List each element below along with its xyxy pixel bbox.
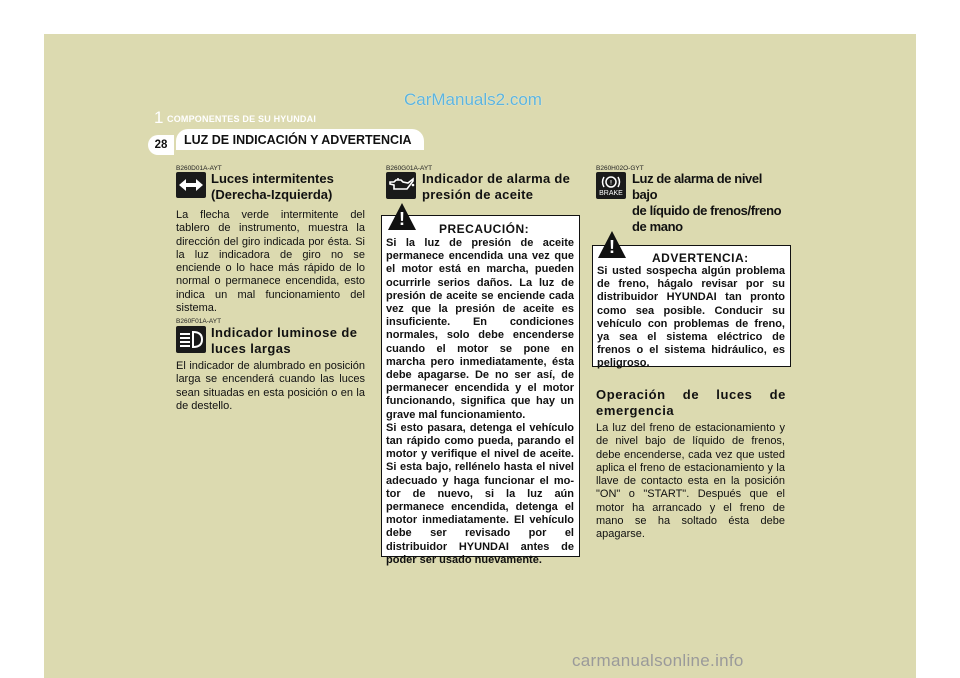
section-tab [176,129,424,150]
brake-warning-icon [596,172,626,199]
turn-signal-body: La flecha verde intermitente del tablero de instrumento, muestra la dirección del giro indicada por ésta. Si la luz indicadora de giro no se enciende o lo hace más rápido de lo normal o permanece encendida, esto indica un mal funcionamiento del sistema. [176,209,365,315]
high-beam-heading-line1: Indicador luminose de [211,325,358,340]
high-beam-body: El indicador de alumbrado en posición larga se encenderá cuando las luces sean situadas en esta posición o en la de destello. [176,360,365,412]
chapter-number: 1 [154,108,164,127]
warning-body: Si usted sospecha algún problema de freno, hágalo revisar por su distribuidor HYUNDAI tan pronto como sea posible. Conducir su vehículo con problemas de freno, ya sea el sistema eléctrico de frenos o el sistema hidráulico, es peligroso. [597,265,785,370]
turn-signal-code: B260D01A-AYT [176,165,222,172]
footer-watermark[interactable]: carmanualsonline.info [572,651,744,670]
watermark-top[interactable]: CarManuals2.com [404,90,542,109]
oil-pressure-heading-line1: Indicador de alarma de [422,171,571,186]
brake-heading-line3: de mano [632,219,683,234]
brake-icon-label: BRAKE [599,190,623,197]
turn-signal-heading [211,171,371,203]
high-beam-heading [211,325,367,357]
brake-heading-line2: de líquido de frenos/freno [632,203,782,218]
caution-body-para2: Si esto pasara, detenga el vehículo tan rápido como pueda, parando el motor y verifique el nivel de aceite. Si esta bajo, rellénelo hasta el nivel adecuado y haga funcionar el mo- tor de nuevo, si la luz aún permanece encendida, detenga el motor inmediatamente. El vehículo debe ser revisado por el distribuidor HYUNDAI antes de poder ser usado nuevamente. [386,421,574,566]
high-beam-icon [176,326,206,353]
oil-pressure-heading [422,171,574,203]
oil-pressure-code: B260G01A-AYT [386,165,433,172]
page-number: 28 [148,135,174,155]
caution-body [386,237,574,567]
exclamation-icon-2: ! [609,237,615,257]
brake-code: B260H02O-GYT [596,165,644,172]
turn-signal-heading-line2: (Derecha-Izquierda) [211,187,333,202]
svg-text:!: ! [610,180,612,187]
chapter-title: COMPONENTES DE SU HYUNDAI [167,114,317,124]
turn-signal-icon [176,172,206,198]
caution-title: PRECAUCIÓN: [439,222,530,236]
high-beam-code: B260F01A-AYT [176,318,222,325]
section-title: LUZ DE INDICACIÓN Y ADVERTENCIA [184,133,412,147]
warning-title: ADVERTENCIA: [652,251,749,265]
brake-heading [632,171,790,235]
oil-can-icon [386,172,416,199]
emergency-operation-body: La luz del freno de estacionamiento y de nivel bajo de líquido de frenos, debe encenderse, cada vez que usted aplica el freno de estacionamiento y la llave de contacto esta en la posición "ON" o "START". Después que el motor ha arrancado y el freno de mano se ha soltado ésta debe apagarse. [596,422,785,541]
exclamation-icon: ! [399,209,405,229]
turn-signal-heading-line1: Luces intermitentes [211,171,334,186]
oil-pressure-heading-line2: presión de aceite [422,187,534,202]
emergency-operation-heading: Operación de luces de emergencia [596,387,786,418]
brake-heading-line1: Luz de alarma de nivel bajo [632,171,762,202]
high-beam-heading-line2: luces largas [211,341,291,356]
caution-body-para1: Si la luz de presión de aceite permanece encendida una vez que el motor está en marcha, pueden ocurrirle serios daños. La luz de presión de aceite se enciende cada vez que la presión de aceite es insuficiente. En condiciones normales, solo debe encenderse cuando el motor se pone en marcha pero inmediatamente, ésta debe apagarse. De no ser así, de permanecer encendida y el motor funcionando, significa que hay un grave mal funcionamiento. [386,237,574,421]
